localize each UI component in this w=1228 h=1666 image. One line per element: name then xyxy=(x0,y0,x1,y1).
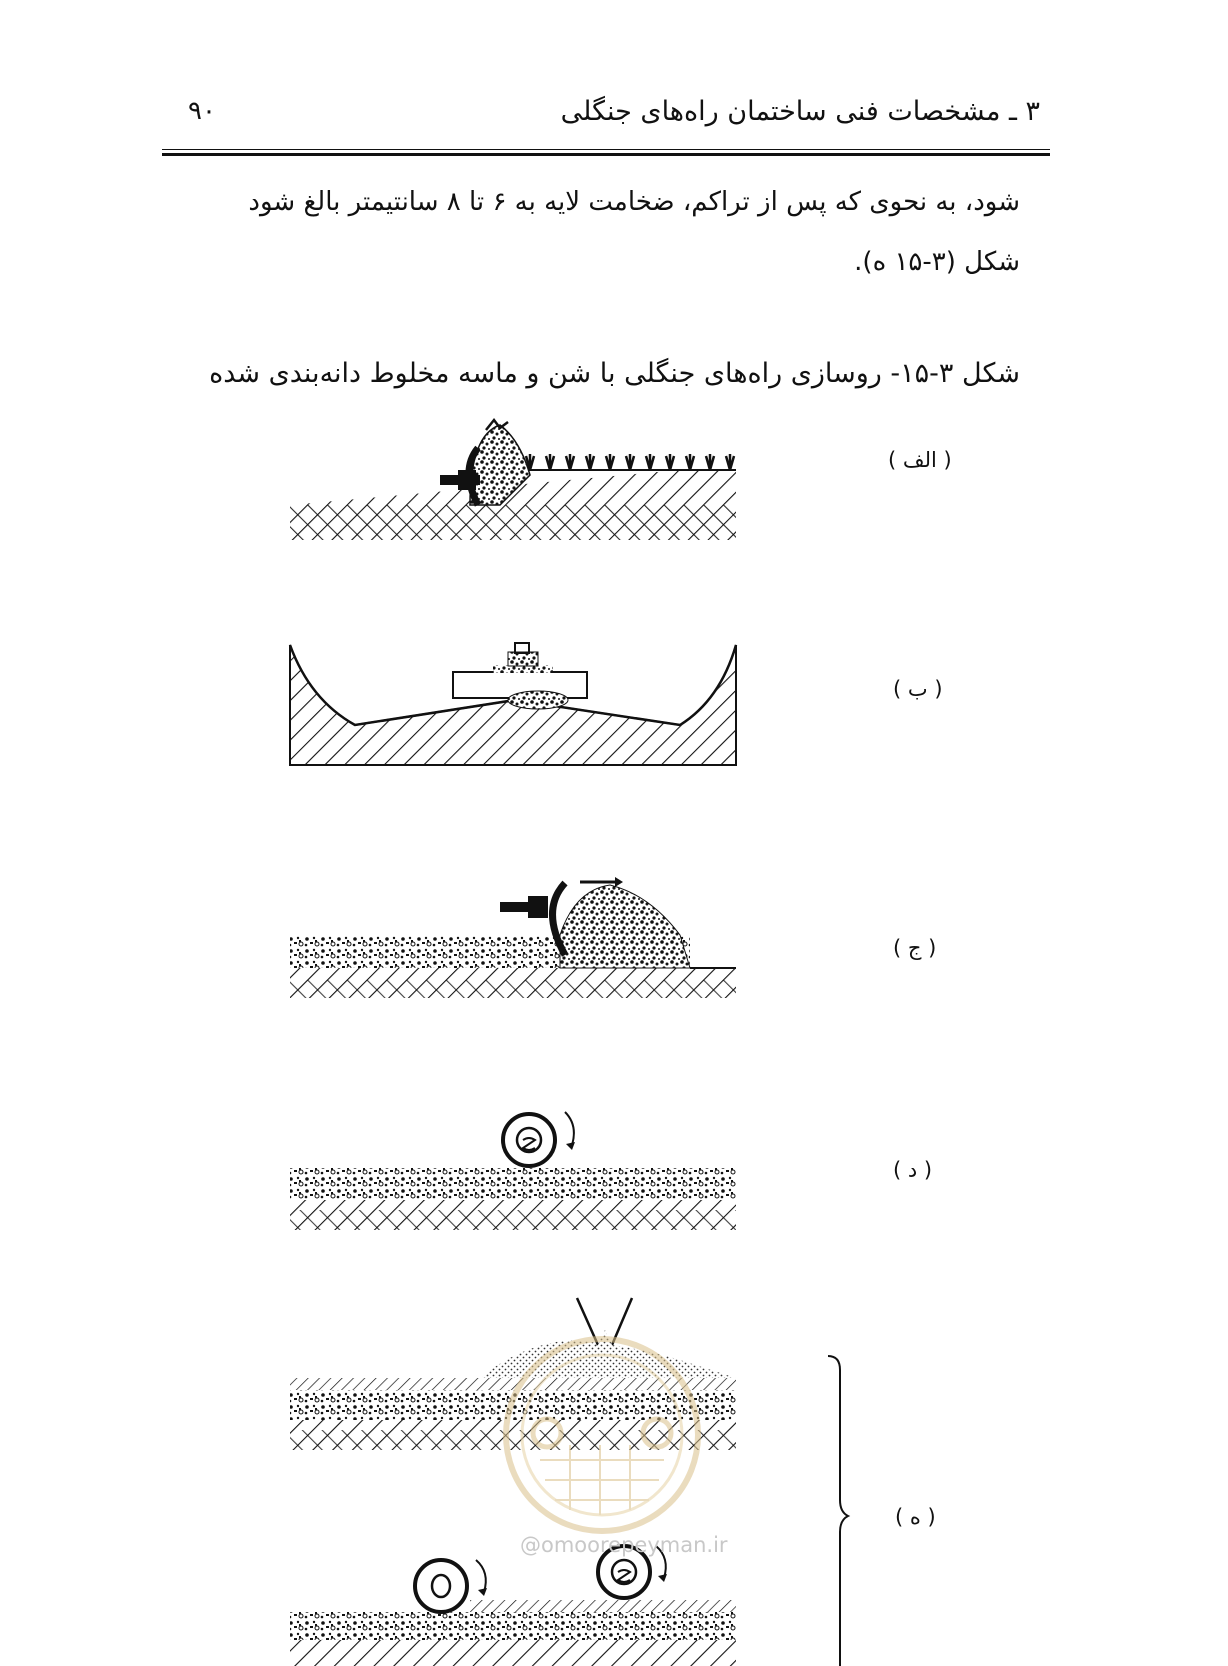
panel-label-a: ( الف ) xyxy=(888,448,952,472)
panel-e-brace xyxy=(828,1356,848,1666)
panel-label-d: ( د ) xyxy=(893,1158,933,1182)
grass-tufts xyxy=(526,454,734,470)
panel-c-drawing xyxy=(290,877,736,998)
body-line-1: شود، به نحوی که پس از تراکم، ضخامت لایه به ۶ تا ۸ سانتیمتر بالغ شود xyxy=(248,187,1020,217)
vibrating-roller xyxy=(503,1114,555,1166)
panel-label-c: ( ج ) xyxy=(893,936,937,960)
panel-label-b: ( ب ) xyxy=(893,677,943,701)
panel-a-drawing xyxy=(290,420,736,540)
running-head: ۳ ـ مشخصات فنی ساختمان راه‌های جنگلی xyxy=(560,96,1040,127)
panel-d-drawing xyxy=(290,1112,736,1230)
panel-b-drawing xyxy=(290,643,736,765)
static-roller xyxy=(415,1560,467,1612)
body-line-2: شکل (۳-۱۵ ه). xyxy=(854,247,1020,277)
panel-label-e: ( ه ) xyxy=(895,1505,936,1529)
page-number: ۹۰ xyxy=(188,96,216,126)
gravel-heap xyxy=(560,885,690,968)
sand-heap xyxy=(480,1340,736,1378)
watermark-text: @omoorepeyman.ir xyxy=(520,1533,728,1557)
figure-caption: شکل ۳-۱۵- روسازی راه‌های جنگلی با شن و ماسه مخلوط دانه‌بندی شده xyxy=(209,358,1020,389)
compacted-gravel-layer xyxy=(290,1168,736,1200)
panel-e-bottom-drawing xyxy=(290,1546,736,1666)
